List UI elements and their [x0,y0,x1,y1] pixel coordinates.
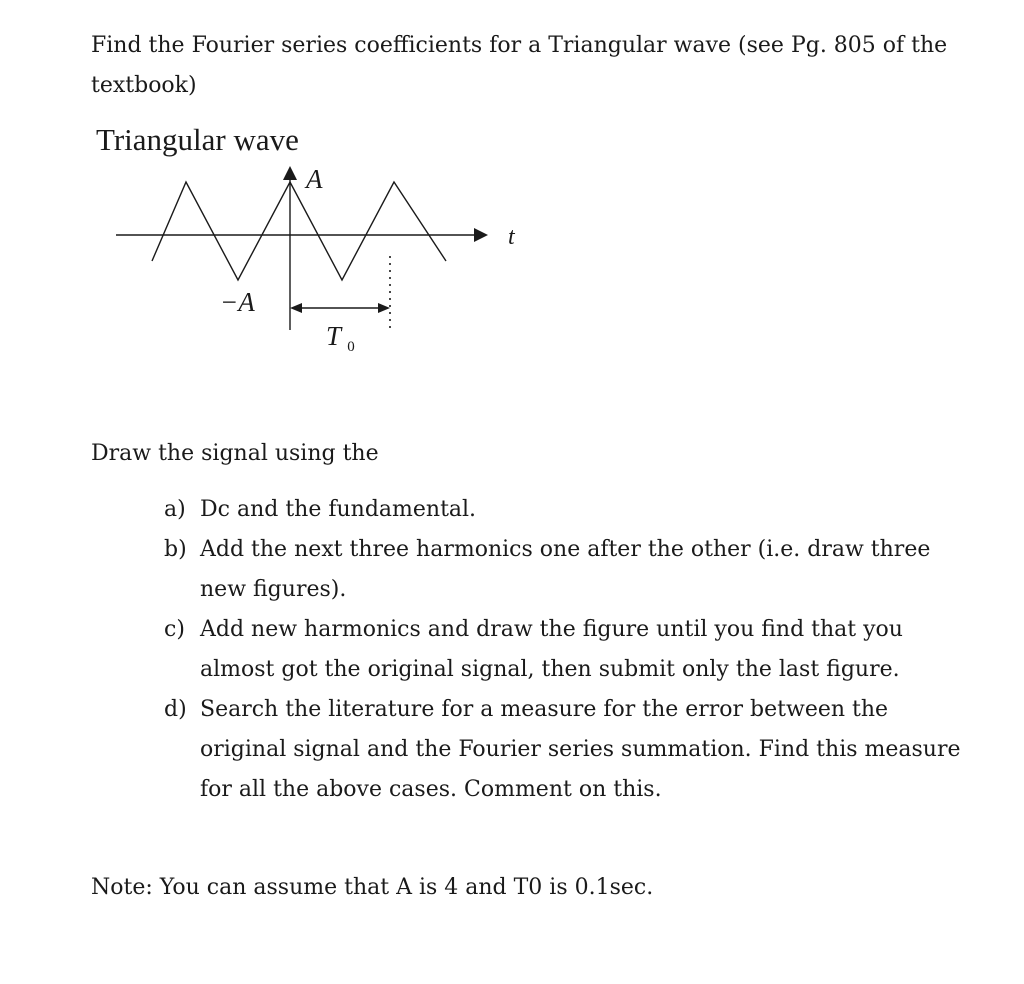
triangle-waveform [152,182,446,280]
figure-title: Triangular wave [96,122,299,157]
task-item [164,610,974,690]
period-label [326,321,355,355]
task-item [164,690,974,810]
amplitude-label: A [306,164,323,194]
triangular-wave-diagram [90,118,530,368]
task-text: Add new harmonics and draw the figure until you find that you almost got the original signal, then submit only the last figure. [200,617,903,682]
neg-amplitude-label: −A [220,287,255,317]
triangular-wave-figure [90,118,530,368]
instruction-lead: Draw the signal using the [91,441,379,466]
task-marker: a) [164,497,186,522]
period-label-main: T [326,321,341,351]
task-text: Dc and the fundamental. [200,497,477,522]
period-arrow-right [378,303,390,313]
note: Note: You can assume that A is 4 and T0 is 0.1sec. [91,875,654,900]
task-marker: b) [164,537,187,562]
task-marker: c) [164,617,185,642]
task-list [164,490,974,810]
period-arrow-left [290,303,302,313]
task-text: Add the next three harmonics one after the other (i.e. draw three new figures). [200,537,931,602]
amplitude-axis-arrow [283,166,297,180]
task-item [164,490,974,530]
task-item [164,530,974,610]
time-axis-arrow [474,228,488,242]
problem-statement: Find the Fourier series coefficients for a Triangular wave (see Pg. 805 of the textbook) [91,33,948,98]
task-marker: d) [164,697,187,722]
task-text: Search the literature for a measure for the error between the original signal and the Fourier series summation. Find this measure for all the above cases. Comment on this. [200,697,961,802]
time-axis-label: t [508,224,515,250]
period-label-sub: 0 [347,339,355,355]
